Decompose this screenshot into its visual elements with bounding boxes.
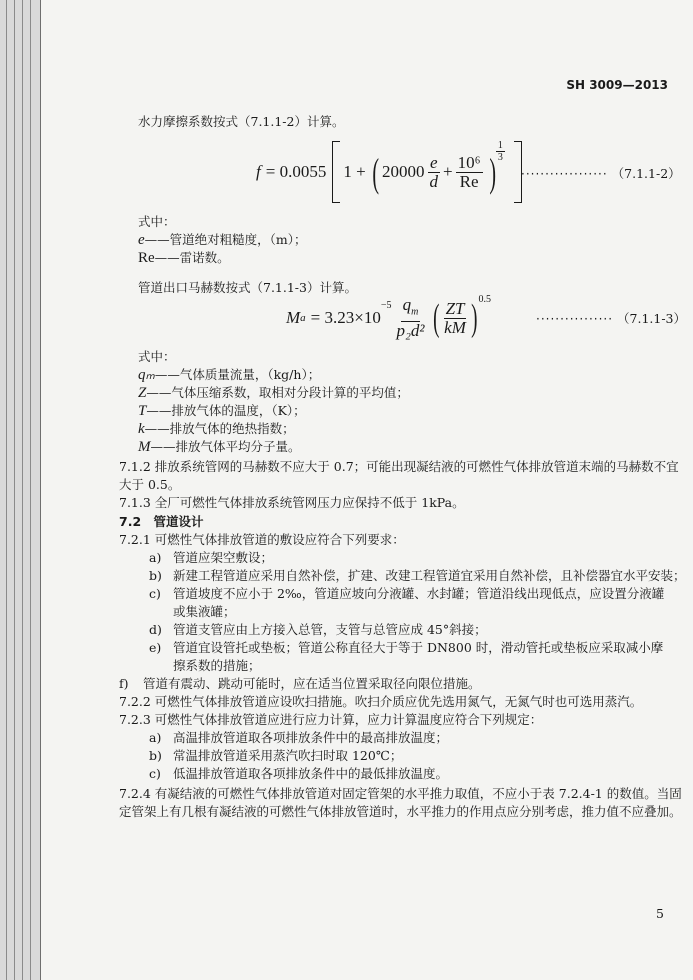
definition: ——气体压缩系数，取相对分段计算的平均值； xyxy=(146,385,409,400)
clause-number: 7.2.2 xyxy=(119,694,151,709)
definition: ——排放气体的绝热指数； xyxy=(144,421,295,436)
list-marker: c) xyxy=(149,766,161,781)
list-marker: b) xyxy=(149,748,162,763)
list-item xyxy=(149,747,402,765)
list-item xyxy=(149,585,669,621)
list-marker: f) xyxy=(119,676,129,691)
list-text: 常温排放管道采用蒸汽吹扫时取 120℃； xyxy=(173,748,403,763)
list-item xyxy=(119,675,481,693)
definition: ——气体质量流量，（kg/h）； xyxy=(154,367,321,382)
definition: ——管道绝对粗糙度，（m）； xyxy=(144,232,307,247)
fraction-zt xyxy=(442,300,468,337)
exponent-fraction xyxy=(496,140,505,163)
clause-7-2-4 xyxy=(119,785,684,821)
list-item xyxy=(149,765,448,783)
left-paren: ( xyxy=(432,297,440,339)
clause-number: 7.2.4 xyxy=(119,786,151,801)
formula-reference-row xyxy=(536,310,686,328)
where-item xyxy=(138,384,409,402)
clause-number: 7.1.2 xyxy=(119,459,151,474)
formula-term: 1 + xyxy=(343,162,366,181)
fraction-reynolds xyxy=(456,154,483,191)
left-paren: ( xyxy=(372,149,379,195)
formula-reference: （7.1.1-2） xyxy=(611,166,681,181)
denominator: Re xyxy=(459,171,479,191)
list-marker: a) xyxy=(149,730,162,745)
section-title: 管道设计 xyxy=(153,514,204,529)
denominator: 3 xyxy=(497,152,503,163)
clause-text: 可燃性气体排放管道的敷设应符合下列要求： xyxy=(154,532,405,547)
clause-7-2-3 xyxy=(119,711,542,729)
where-item xyxy=(138,438,301,456)
denominator: kM xyxy=(444,317,466,337)
standard-code: SH 3009—2013 xyxy=(566,78,668,92)
list-text: 管道有震动、跳动可能时，应在适当位置采取径向限位措施。 xyxy=(143,676,481,691)
leader-dots: ················ xyxy=(536,312,614,326)
clause-text: 可燃性气体排放管道应设吹扫措施。吹扫介质应优先选用氮气，无氮气时也可选用蒸汽。 xyxy=(154,694,643,709)
fraction-qm xyxy=(395,296,427,340)
symbol: Z xyxy=(138,385,147,401)
subscript: m xyxy=(411,306,419,318)
list-text: 管道宜设管托或垫板；管道公称直径大于等于 DN800 时，滑动管托或垫板应采取减小摩擦系数的措施； xyxy=(173,640,664,673)
formula-coefficient: = 3.23×10 xyxy=(310,308,381,327)
symbol: Re xyxy=(138,250,155,266)
clause-number: 7.2.1 xyxy=(119,532,151,547)
where-item xyxy=(138,402,306,420)
clause-text: 排放系统管网的马赫数不应大于 0.7；可能出现凝结液的可燃性气体排放管道末端的马赫数不宜大于 0.5。 xyxy=(119,459,679,492)
clause-text: 有凝结液的可燃性气体排放管道对固定管架的水平推力取值，不应小于表 7.2.4-1 的数值。当固定管架上有几根有凝结液的可燃性气体排放管道时，水平推力的作用点应分别考虑，推力值不应叠加。 xyxy=(119,786,682,819)
list-item xyxy=(149,567,686,585)
formula-symbol: M xyxy=(286,308,301,327)
where-label: 式中： xyxy=(138,214,176,229)
list-item xyxy=(149,639,669,675)
superscript: −5 xyxy=(380,300,392,311)
clause-7-2-1 xyxy=(119,531,405,549)
list-marker: a) xyxy=(149,550,162,565)
list-text: 管道支管应由上方接入总管，支管与总管应成 45°斜接； xyxy=(173,622,487,637)
list-marker: c) xyxy=(149,586,161,601)
list-item xyxy=(149,621,487,639)
right-paren: ) xyxy=(488,149,496,195)
numerator: 1 xyxy=(497,140,503,151)
list-item xyxy=(149,549,273,567)
numerator: ZT xyxy=(445,298,465,318)
clause-7-2-2 xyxy=(119,693,642,711)
fraction-e-d xyxy=(428,154,441,191)
page-edge xyxy=(22,0,23,980)
clause-number: 7.1.3 xyxy=(119,495,151,510)
symbol: k xyxy=(138,421,145,437)
numerator xyxy=(401,296,421,322)
page-number: 5 xyxy=(656,906,664,921)
list-marker: d) xyxy=(149,622,162,637)
formula-friction xyxy=(256,140,522,204)
clause-number: 7.2.3 xyxy=(119,712,151,727)
symbol: qₘ xyxy=(138,367,155,383)
list-text: 新建工程管道应采用自然补偿，扩建、改建工程管道宜采用自然补偿，且补偿器宜水平安装； xyxy=(173,568,686,583)
document-page xyxy=(40,0,693,980)
where-item xyxy=(138,231,307,249)
list-marker: b) xyxy=(149,568,162,583)
intro-mach: 管道出口马赫数按式（7.1.1-3）计算。 xyxy=(138,280,357,295)
clause-text: 可燃性气体排放管道应进行应力计算，应力计算温度应符合下列规定： xyxy=(154,712,543,727)
list-item xyxy=(149,729,448,747)
clause-7-1-3 xyxy=(119,494,465,512)
where-item xyxy=(138,420,295,438)
clause-7-1-2 xyxy=(119,458,679,494)
where-item xyxy=(138,366,320,384)
definition: ——雷诺数。 xyxy=(154,250,230,265)
numerator-symbol: q xyxy=(402,294,412,314)
where-label: 式中： xyxy=(138,349,176,364)
formula-coefficient: = 0.0055 xyxy=(265,162,327,181)
formula-reference: （7.1.1-3） xyxy=(617,311,687,326)
page-edge xyxy=(6,0,7,980)
subscript: a xyxy=(300,312,306,324)
clause-text: 全厂可燃性气体排放系统管网压力应保持不低于 1kPa。 xyxy=(154,495,465,510)
numerator: 10⁶ xyxy=(457,152,481,172)
section-heading xyxy=(119,513,204,531)
denominator: p₂d² xyxy=(396,321,425,341)
symbol: e xyxy=(138,232,145,248)
formula-mach xyxy=(286,292,491,344)
formula-symbol: f xyxy=(256,162,261,181)
list-text: 管道坡度不应小于 2‰，管道应坡向分液罐、水封罐；管道沿线出现低点，应设置分液罐或集液罐； xyxy=(173,586,665,619)
numerator: e xyxy=(429,152,438,172)
definition: ——排放气体的温度，（K）； xyxy=(146,403,306,418)
leader-dots: ·················· xyxy=(521,167,608,181)
symbol: M xyxy=(138,439,151,455)
section-number: 7.2 xyxy=(119,514,142,529)
list-text: 低温排放管道取各项排放条件中的最低排放温度。 xyxy=(173,766,449,781)
denominator: d xyxy=(429,171,438,191)
definition: ——排放气体平均分子量。 xyxy=(150,439,301,454)
formula-operator: + xyxy=(443,162,453,181)
formula-term: 20000 xyxy=(382,162,425,181)
list-text: 高温排放管道取各项排放条件中的最高排放温度； xyxy=(173,730,449,745)
symbol: T xyxy=(138,403,147,419)
list-marker: e) xyxy=(149,640,162,655)
right-paren: ) xyxy=(471,297,478,339)
intro-friction: 水力摩擦系数按式（7.1.1-2）计算。 xyxy=(138,114,345,129)
exponent: 0.5 xyxy=(478,294,492,305)
page-edge xyxy=(30,0,31,980)
formula-reference-row xyxy=(521,165,681,183)
left-bracket xyxy=(332,141,340,203)
where-item xyxy=(138,249,230,267)
page-edge xyxy=(14,0,15,980)
list-text: 管道应架空敷设； xyxy=(173,550,274,565)
